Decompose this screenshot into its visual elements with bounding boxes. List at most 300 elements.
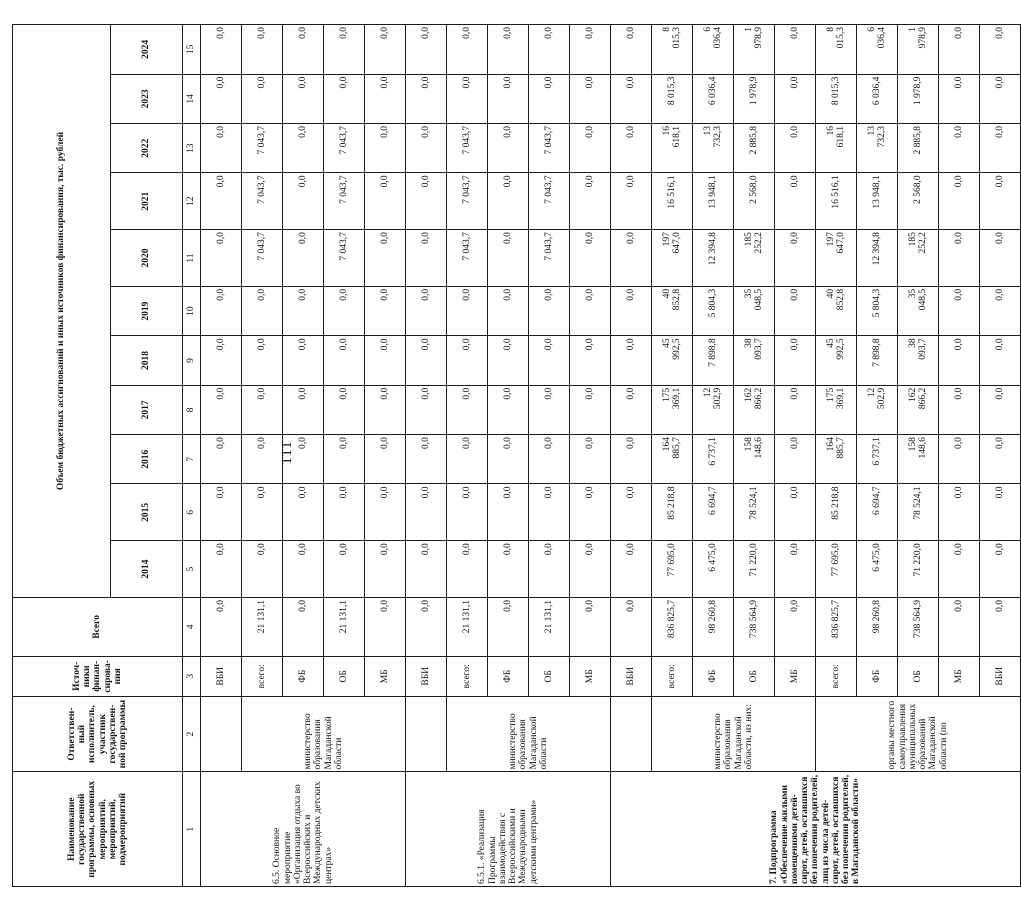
year-value: 12 502,9 — [693, 385, 734, 434]
year-value: 0,0 — [570, 336, 611, 385]
year-value: 6 475,0 — [857, 541, 898, 598]
year-value: 0,0 — [980, 173, 1021, 230]
year-value: 13 948,1 — [857, 173, 898, 230]
year-value: 38 093,7 — [898, 336, 939, 385]
year-value: 0,0 — [980, 385, 1021, 434]
year-value: 0,0 — [939, 541, 980, 598]
year-value: 0,0 — [570, 286, 611, 335]
year-value: 0,0 — [201, 484, 242, 541]
funding-source: ВБИ — [611, 656, 652, 696]
year-value: 0,0 — [611, 541, 652, 598]
page-number: 111 — [279, 440, 295, 465]
funding-source: МБ — [775, 656, 816, 696]
year-value: 0,0 — [201, 173, 242, 230]
year-value: 0,0 — [201, 435, 242, 484]
year-value: 0,0 — [283, 336, 324, 385]
year-value: 162 866,2 — [898, 385, 939, 434]
funding-source: ОБ — [529, 656, 570, 696]
year-value: 197 647,0 — [816, 230, 857, 287]
year-value: 0,0 — [939, 336, 980, 385]
year-value: 0,0 — [775, 74, 816, 123]
year-value: 0,0 — [775, 484, 816, 541]
financing-table — [12, 24, 1021, 887]
header-responsible: Ответствен-ный исполнитель, участник государствен-ной программы — [13, 696, 183, 772]
year-value: 0,0 — [242, 484, 283, 541]
year-value: 0,0 — [488, 435, 529, 484]
total-value: 0,0 — [283, 597, 324, 656]
year-value: 164 885,7 — [652, 435, 693, 484]
total-value: 0,0 — [488, 597, 529, 656]
total-value: 98 260,8 — [857, 597, 898, 656]
year-value: 0,0 — [324, 25, 365, 75]
year-value: 0,0 — [529, 74, 570, 123]
year-value: 71 220,0 — [898, 541, 939, 598]
year-value: 7 043,7 — [242, 124, 283, 173]
year-value: 0,0 — [365, 435, 406, 484]
year-value: 0,0 — [324, 336, 365, 385]
total-value: 98 260,8 — [693, 597, 734, 656]
year-value: 6 036,4 — [693, 25, 734, 75]
year-value: 0,0 — [365, 124, 406, 173]
total-value: 738 564,9 — [898, 597, 939, 656]
year-value: 0,0 — [242, 25, 283, 75]
column-number: 11 — [183, 230, 201, 287]
funding-source: ВБИ — [406, 656, 447, 696]
year-value: 8 015,3 — [652, 74, 693, 123]
year-value: 1 978,9 — [734, 25, 775, 75]
year-value: 35 048,5 — [734, 286, 775, 335]
program-name-text: 7. Подпрограмма «Обеспечение жилыми помещениями детей-сирот, детей, оставшихся без попечения родителей, лиц из числа детей-сирот, детей, оставшихся без попечения родителей, в Магаданской области» — [769, 774, 862, 884]
year-value: 0,0 — [406, 74, 447, 123]
year-value: 77 695,0 — [652, 541, 693, 598]
year-value: 77 695,0 — [816, 541, 857, 598]
year-value: 0,0 — [406, 385, 447, 434]
year-value: 12 394,8 — [693, 230, 734, 287]
year-value: 1 978,9 — [734, 74, 775, 123]
year-value: 0,0 — [939, 286, 980, 335]
year-value: 158 148,6 — [898, 435, 939, 484]
year-value: 0,0 — [529, 336, 570, 385]
column-number: 4 — [183, 597, 201, 656]
funding-source: ВБИ — [201, 656, 242, 696]
responsible-executor — [406, 696, 447, 772]
year-value: 197 647,0 — [652, 230, 693, 287]
year-value: 13 732,3 — [857, 124, 898, 173]
year-value: 0,0 — [365, 25, 406, 75]
year-value: 0,0 — [529, 435, 570, 484]
table-row — [447, 25, 488, 887]
year-value: 0,0 — [529, 286, 570, 335]
year-value: 185 252,2 — [734, 230, 775, 287]
responsible-executor: министерство образования Магаданской области — [242, 696, 406, 772]
year-value: 158 148,6 — [734, 435, 775, 484]
total-value: 836 825,7 — [816, 597, 857, 656]
year-value: 0,0 — [611, 484, 652, 541]
year-value: 7 043,7 — [324, 173, 365, 230]
table-row — [406, 25, 447, 887]
year-value: 0,0 — [406, 541, 447, 598]
year-value: 7 043,7 — [242, 230, 283, 287]
year-value: 0,0 — [529, 25, 570, 75]
responsible-executor: органы местного самоуправления муниципальных образований Магаданской области (по — [816, 696, 1021, 772]
column-number: 10 — [183, 286, 201, 335]
year-value: 0,0 — [201, 541, 242, 598]
column-number: 9 — [183, 336, 201, 385]
header-year: 2015 — [111, 484, 183, 541]
header-total: Всего — [13, 597, 183, 656]
year-value: 0,0 — [980, 286, 1021, 335]
header-year: 2021 — [111, 173, 183, 230]
year-value: 0,0 — [939, 124, 980, 173]
year-value: 0,0 — [324, 541, 365, 598]
funding-source: ОБ — [898, 656, 939, 696]
year-value: 0,0 — [775, 541, 816, 598]
year-value: 0,0 — [283, 435, 324, 484]
year-value: 0,0 — [406, 230, 447, 287]
year-value: 7 043,7 — [447, 230, 488, 287]
year-value: 12 394,8 — [857, 230, 898, 287]
header-source: Источ-ники финан-сирова-ния — [13, 656, 183, 696]
funding-source: всего: — [242, 656, 283, 696]
total-value: 0,0 — [939, 597, 980, 656]
funding-source: МБ — [365, 656, 406, 696]
year-value: 164 885,7 — [816, 435, 857, 484]
year-value: 7 043,7 — [324, 230, 365, 287]
year-value: 45 992,5 — [652, 336, 693, 385]
year-value: 0,0 — [447, 385, 488, 434]
year-value: 0,0 — [570, 541, 611, 598]
year-value: 0,0 — [939, 435, 980, 484]
year-value: 0,0 — [365, 541, 406, 598]
year-value: 0,0 — [980, 541, 1021, 598]
year-value: 0,0 — [775, 124, 816, 173]
year-value: 0,0 — [283, 541, 324, 598]
year-value: 0,0 — [242, 435, 283, 484]
year-value: 0,0 — [529, 541, 570, 598]
year-value: 7 043,7 — [447, 173, 488, 230]
table-row — [816, 25, 857, 887]
year-value: 13 948,1 — [693, 173, 734, 230]
year-value: 0,0 — [324, 286, 365, 335]
year-value: 0,0 — [447, 74, 488, 123]
program-name-text: 6.5. Основное мероприятие «Организация отдыха во Всероссийских и Международных детских центрах» — [272, 781, 334, 884]
funding-source: всего: — [816, 656, 857, 696]
responsible-executor — [611, 696, 652, 772]
year-value: 185 252,2 — [898, 230, 939, 287]
year-value: 0,0 — [283, 173, 324, 230]
funding-source: всего: — [447, 656, 488, 696]
program-name — [201, 772, 406, 887]
total-value: 0,0 — [570, 597, 611, 656]
table-row — [611, 25, 652, 887]
year-value: 0,0 — [939, 484, 980, 541]
year-value: 12 502,9 — [857, 385, 898, 434]
year-value: 0,0 — [939, 25, 980, 75]
header-year: 2019 — [111, 286, 183, 335]
total-value: 21 131,1 — [242, 597, 283, 656]
funding-source: МБ — [939, 656, 980, 696]
total-value: 0,0 — [980, 597, 1021, 656]
year-value: 0,0 — [570, 173, 611, 230]
year-value: 0,0 — [201, 25, 242, 75]
funding-source: ФБ — [283, 656, 324, 696]
year-value: 0,0 — [242, 385, 283, 434]
year-value: 0,0 — [775, 173, 816, 230]
header-year: 2022 — [111, 124, 183, 173]
year-value: 0,0 — [939, 385, 980, 434]
year-value: 0,0 — [611, 25, 652, 75]
year-value: 71 220,0 — [734, 541, 775, 598]
year-value: 0,0 — [283, 484, 324, 541]
year-value: 78 524,1 — [898, 484, 939, 541]
year-value: 0,0 — [201, 74, 242, 123]
year-value: 8 015,3 — [652, 25, 693, 75]
column-number: 14 — [183, 74, 201, 123]
year-value: 35 048,5 — [898, 286, 939, 335]
year-value: 7 043,7 — [529, 230, 570, 287]
year-value: 5 804,3 — [693, 286, 734, 335]
year-value: 0,0 — [242, 286, 283, 335]
column-number: 15 — [183, 25, 201, 75]
year-value: 0,0 — [611, 173, 652, 230]
year-value: 0,0 — [406, 173, 447, 230]
year-value: 0,0 — [488, 74, 529, 123]
header-year: 2016 — [111, 435, 183, 484]
year-value: 13 732,3 — [693, 124, 734, 173]
year-value: 0,0 — [980, 124, 1021, 173]
funding-source: ФБ — [693, 656, 734, 696]
year-value: 0,0 — [447, 286, 488, 335]
year-value: 0,0 — [488, 541, 529, 598]
responsible-executor: министерство образования Магаданской области, из них: — [652, 696, 816, 772]
year-value: 0,0 — [406, 286, 447, 335]
year-value: 6 737,1 — [693, 435, 734, 484]
year-value: 0,0 — [201, 286, 242, 335]
year-value: 16 618,1 — [652, 124, 693, 173]
year-value: 38 093,7 — [734, 336, 775, 385]
year-value: 0,0 — [570, 25, 611, 75]
year-value: 0,0 — [406, 124, 447, 173]
year-value: 0,0 — [365, 484, 406, 541]
year-value: 0,0 — [488, 25, 529, 75]
year-value: 0,0 — [980, 74, 1021, 123]
year-value: 0,0 — [406, 435, 447, 484]
year-value: 0,0 — [611, 286, 652, 335]
year-value: 6 737,1 — [857, 435, 898, 484]
year-value: 0,0 — [611, 336, 652, 385]
column-number: 13 — [183, 124, 201, 173]
year-value: 0,0 — [201, 336, 242, 385]
responsible-executor: министерство образования Магаданской области — [447, 696, 611, 772]
year-value: 0,0 — [488, 286, 529, 335]
year-value: 5 804,3 — [857, 286, 898, 335]
funding-source: ФБ — [488, 656, 529, 696]
year-value: 0,0 — [447, 484, 488, 541]
total-value: 21 131,1 — [529, 597, 570, 656]
funding-source: МБ — [570, 656, 611, 696]
table-row — [652, 25, 693, 887]
year-value: 0,0 — [324, 74, 365, 123]
year-value: 0,0 — [324, 435, 365, 484]
funding-source: всего: — [652, 656, 693, 696]
year-value: 0,0 — [242, 336, 283, 385]
header-year: 2018 — [111, 336, 183, 385]
total-value: 0,0 — [365, 597, 406, 656]
year-value: 0,0 — [980, 336, 1021, 385]
year-value: 0,0 — [939, 173, 980, 230]
year-value: 0,0 — [980, 230, 1021, 287]
year-value: 0,0 — [201, 230, 242, 287]
year-value: 0,0 — [775, 385, 816, 434]
year-value: 16 516,1 — [816, 173, 857, 230]
year-value: 0,0 — [488, 230, 529, 287]
funding-source: ОБ — [734, 656, 775, 696]
header-year: 2014 — [111, 541, 183, 598]
total-value: 738 564,9 — [734, 597, 775, 656]
year-value: 0,0 — [488, 124, 529, 173]
year-value: 0,0 — [570, 435, 611, 484]
year-value: 0,0 — [611, 74, 652, 123]
year-value: 0,0 — [283, 385, 324, 434]
year-value: 0,0 — [365, 230, 406, 287]
year-value: 2 885,8 — [734, 124, 775, 173]
year-value: 0,0 — [775, 286, 816, 335]
total-value: 0,0 — [406, 597, 447, 656]
year-value: 0,0 — [324, 484, 365, 541]
year-value: 7 043,7 — [324, 124, 365, 173]
year-value: 0,0 — [775, 435, 816, 484]
year-value: 0,0 — [365, 74, 406, 123]
header-year: 2020 — [111, 230, 183, 287]
year-value: 0,0 — [775, 336, 816, 385]
total-value: 0,0 — [611, 597, 652, 656]
funding-source: ВБИ — [980, 656, 1021, 696]
year-value: 0,0 — [980, 484, 1021, 541]
year-value: 0,0 — [570, 385, 611, 434]
year-value: 85 218,8 — [652, 484, 693, 541]
year-value: 0,0 — [980, 435, 1021, 484]
year-value: 0,0 — [570, 74, 611, 123]
header-year: 2023 — [111, 74, 183, 123]
year-value: 0,0 — [447, 435, 488, 484]
responsible-executor — [201, 696, 242, 772]
column-number: 8 — [183, 385, 201, 434]
year-value: 0,0 — [611, 230, 652, 287]
year-value: 0,0 — [447, 541, 488, 598]
header-name: Наименование государственной программы, основных мероприятий, мероприятий, подмероприятий — [13, 772, 183, 887]
year-value: 0,0 — [939, 74, 980, 123]
year-value: 0,0 — [488, 484, 529, 541]
header-group-title: Объем бюджетных ассигнований и иных источников финансирования, тыс. рублей — [13, 25, 111, 598]
column-number: 2 — [183, 696, 201, 772]
year-value: 0,0 — [365, 173, 406, 230]
program-name — [406, 772, 611, 887]
year-value: 2 885,8 — [898, 124, 939, 173]
year-value: 0,0 — [529, 484, 570, 541]
year-value: 0,0 — [283, 25, 324, 75]
year-value: 40 852,8 — [816, 286, 857, 335]
year-value: 6 694,7 — [693, 484, 734, 541]
year-value: 0,0 — [611, 435, 652, 484]
year-value: 7 043,7 — [447, 124, 488, 173]
year-value: 0,0 — [570, 124, 611, 173]
year-value: 1 978,9 — [898, 25, 939, 75]
year-value: 2 568,0 — [734, 173, 775, 230]
year-value: 6 475,0 — [693, 541, 734, 598]
funding-source: ФБ — [857, 656, 898, 696]
total-value: 21 131,1 — [447, 597, 488, 656]
year-value: 7 043,7 — [242, 173, 283, 230]
program-name — [611, 772, 1021, 887]
year-value: 40 852,8 — [652, 286, 693, 335]
year-value: 85 218,8 — [816, 484, 857, 541]
year-value: 6 036,4 — [857, 25, 898, 75]
header-year: 2024 — [111, 25, 183, 75]
year-value: 0,0 — [529, 385, 570, 434]
column-number: 7 — [183, 435, 201, 484]
year-value: 0,0 — [242, 541, 283, 598]
year-value: 0,0 — [242, 74, 283, 123]
year-value: 78 524,1 — [734, 484, 775, 541]
year-value: 0,0 — [324, 385, 365, 434]
total-value: 21 131,1 — [324, 597, 365, 656]
funding-source: ОБ — [324, 656, 365, 696]
year-value: 6 694,7 — [857, 484, 898, 541]
year-value: 0,0 — [365, 336, 406, 385]
program-name-text: 6.5.1. «Реализация Программы взаимодействия с Всероссийскими и Международными детскими центрами» — [477, 799, 539, 884]
year-value: 6 036,4 — [857, 74, 898, 123]
year-value: 0,0 — [775, 230, 816, 287]
column-number: 1 — [183, 772, 201, 887]
year-value: 0,0 — [283, 74, 324, 123]
year-value: 162 866,2 — [734, 385, 775, 434]
year-value: 0,0 — [447, 336, 488, 385]
year-value: 0,0 — [283, 124, 324, 173]
column-number: 12 — [183, 173, 201, 230]
year-value: 0,0 — [939, 230, 980, 287]
year-value: 0,0 — [201, 124, 242, 173]
year-value: 0,0 — [488, 385, 529, 434]
header-year: 2017 — [111, 385, 183, 434]
year-value: 7 898,8 — [857, 336, 898, 385]
year-value: 0,0 — [570, 230, 611, 287]
year-value: 7 043,7 — [529, 124, 570, 173]
year-value: 1 978,9 — [898, 74, 939, 123]
year-value: 45 992,5 — [816, 336, 857, 385]
total-value: 0,0 — [201, 597, 242, 656]
table-row — [201, 25, 242, 887]
year-value: 2 568,0 — [898, 173, 939, 230]
year-value: 0,0 — [488, 173, 529, 230]
column-number: 3 — [183, 656, 201, 696]
year-value: 0,0 — [406, 25, 447, 75]
year-value: 0,0 — [406, 484, 447, 541]
year-value: 7 898,8 — [693, 336, 734, 385]
year-value: 0,0 — [980, 25, 1021, 75]
total-value: 0,0 — [775, 597, 816, 656]
year-value: 175 369,1 — [816, 385, 857, 434]
year-value: 0,0 — [365, 286, 406, 335]
year-value: 175 369,1 — [652, 385, 693, 434]
year-value: 0,0 — [775, 25, 816, 75]
year-value: 8 015,3 — [816, 74, 857, 123]
year-value: 16 618,1 — [816, 124, 857, 173]
year-value: 8 015,3 — [816, 25, 857, 75]
year-value: 0,0 — [283, 230, 324, 287]
year-value: 0,0 — [283, 286, 324, 335]
year-value: 6 036,4 — [693, 74, 734, 123]
year-value: 0,0 — [570, 484, 611, 541]
